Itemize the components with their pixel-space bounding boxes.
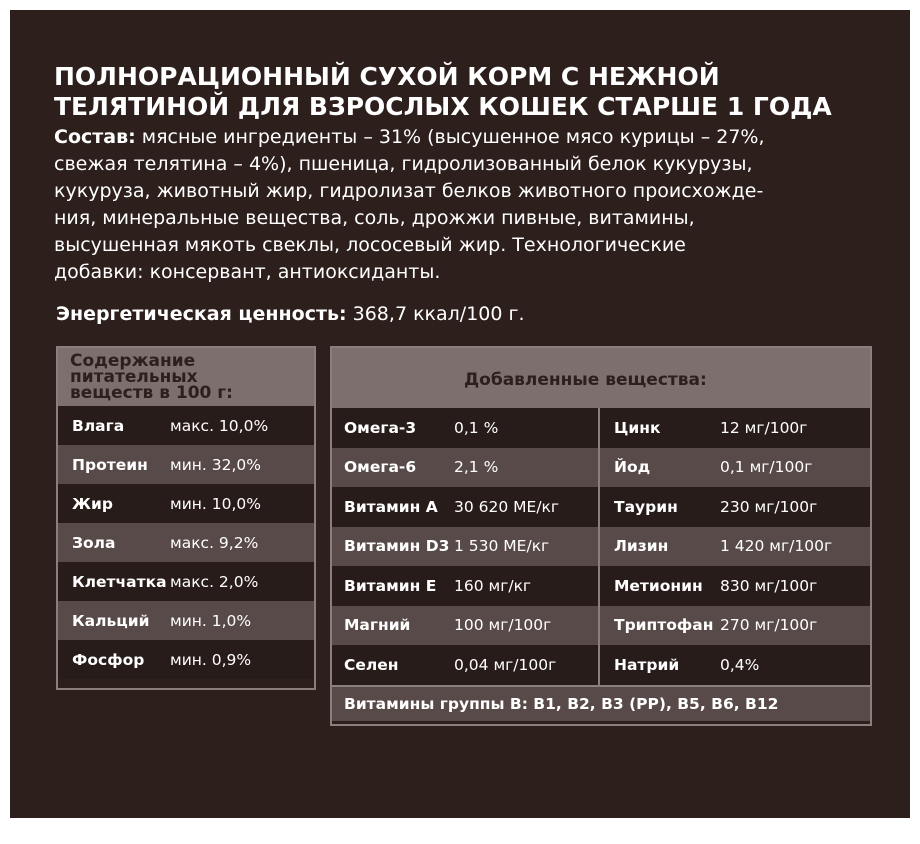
title-line: ТЕЛЯТИНОЙ ДЛЯ ВЗРОСЛЫХ КОШЕК СТАРШЕ 1 ГОДА xyxy=(54,92,832,121)
nutrient-row xyxy=(58,484,314,523)
additive-name: Витамин А xyxy=(344,497,438,516)
nutrient-value: макс. 10,0% xyxy=(170,416,269,435)
nutrient-name: Фосфор xyxy=(72,650,145,669)
additive-value: 0,04 мг/100г xyxy=(454,655,557,674)
additive-name: Цинк xyxy=(614,418,661,437)
nutrient-name: Кальций xyxy=(72,611,150,630)
nutrient-row xyxy=(58,562,314,601)
composition-line: добавки: консервант, антиоксиданты. xyxy=(54,261,441,283)
nutrient-row xyxy=(58,445,314,484)
energy-label: Энергетическая ценность: xyxy=(56,303,347,325)
additives-heading: Добавленные вещества: xyxy=(332,348,870,408)
additive-value: 270 мг/100г xyxy=(720,616,818,635)
additive-name: Омега-6 xyxy=(344,458,417,477)
additive-row xyxy=(332,487,870,527)
nutrient-name: Клетчатка xyxy=(72,572,167,591)
additive-name: Омега-3 xyxy=(344,418,417,437)
nutrient-value: мин. 0,9% xyxy=(170,650,252,669)
additive-row xyxy=(332,606,870,646)
additive-value: 0,1 % xyxy=(454,418,499,437)
composition-label: Состав: xyxy=(54,126,136,148)
additive-value: 830 мг/100г xyxy=(720,576,818,595)
additive-row xyxy=(332,566,870,606)
additive-name: Лизин xyxy=(614,537,669,556)
additive-row xyxy=(332,448,870,488)
composition-text xyxy=(54,124,874,286)
composition-line: мясные ингредиенты – 31% (высушенное мясо курицы – 27%, xyxy=(135,126,765,148)
nutrient-value: макс. 9,2% xyxy=(170,533,259,552)
nutrients-table xyxy=(56,346,316,690)
additive-name: Триптофан xyxy=(614,616,714,635)
composition-line: ния, минеральные вещества, соль, дрожжи пивные, витамины, xyxy=(54,207,695,229)
additive-name: Витамин D3 xyxy=(344,537,450,556)
additive-name: Йод xyxy=(614,458,651,477)
additive-value: 0,1 мг/100г xyxy=(720,458,813,477)
nutrient-name: Влага xyxy=(72,416,125,435)
additive-value: 160 мг/кг xyxy=(454,576,532,595)
product-title xyxy=(54,62,884,122)
composition-line: высушенная мякоть свеклы, лососевый жир. Технологические xyxy=(54,234,686,256)
vitamins-b-row: Витамины группы В: В1, В2, В3 (РР), В5, В6, В12 xyxy=(332,685,870,721)
nutrient-value: мин. 10,0% xyxy=(170,494,261,513)
energy-value: 368,7 ккал/100 г. xyxy=(346,303,525,325)
nutrient-row xyxy=(58,523,314,562)
additive-value: 2,1 % xyxy=(454,458,499,477)
additive-row xyxy=(332,408,870,448)
additive-name: Витамин Е xyxy=(344,576,437,595)
nutrients-heading-line: Содержание xyxy=(70,351,196,371)
additive-value: 1 420 мг/100г xyxy=(720,537,833,556)
nutrient-name: Протеин xyxy=(72,455,148,474)
additive-value: 12 мг/100г xyxy=(720,418,808,437)
composition-line: свежая телятина – 4%), пшеница, гидролизованный белок кукурузы, xyxy=(54,153,753,175)
additive-name: Метионин xyxy=(614,576,703,595)
additive-value: 1 530 МЕ/кг xyxy=(454,537,550,556)
composition-line: кукуруза, животный жир, гидролизат белков животного происхожде- xyxy=(54,180,764,202)
additive-value: 30 620 МЕ/кг xyxy=(454,497,560,516)
nutrient-value: мин. 1,0% xyxy=(170,611,252,630)
nutrient-row xyxy=(58,406,314,445)
additives-grid xyxy=(332,408,870,685)
nutrients-heading xyxy=(58,348,314,406)
nutrients-heading-line: веществ в 100 г: xyxy=(70,383,233,403)
energy-value-text xyxy=(56,301,876,327)
additive-value: 0,4% xyxy=(720,655,760,674)
title-line: ПОЛНОРАЦИОННЫЙ СУХОЙ КОРМ С НЕЖНОЙ xyxy=(54,62,720,91)
nutrient-name: Зола xyxy=(72,533,116,552)
additive-name: Таурин xyxy=(614,497,678,516)
additive-value: 230 мг/100г xyxy=(720,497,818,516)
additive-row xyxy=(332,527,870,567)
additive-value: 100 мг/100г xyxy=(454,616,552,635)
nutrient-name: Жир xyxy=(72,494,113,513)
additives-table xyxy=(330,346,872,726)
additive-row xyxy=(332,645,870,685)
nutrient-row xyxy=(58,601,314,640)
label-panel xyxy=(10,10,910,818)
nutrient-value: макс. 2,0% xyxy=(170,572,259,591)
additive-name: Натрий xyxy=(614,655,680,674)
additive-name: Магний xyxy=(344,616,411,635)
nutrient-value: мин. 32,0% xyxy=(170,455,261,474)
nutrient-row xyxy=(58,640,314,679)
nutrients-heading-line: питательных xyxy=(70,367,198,387)
additive-name: Селен xyxy=(344,655,399,674)
